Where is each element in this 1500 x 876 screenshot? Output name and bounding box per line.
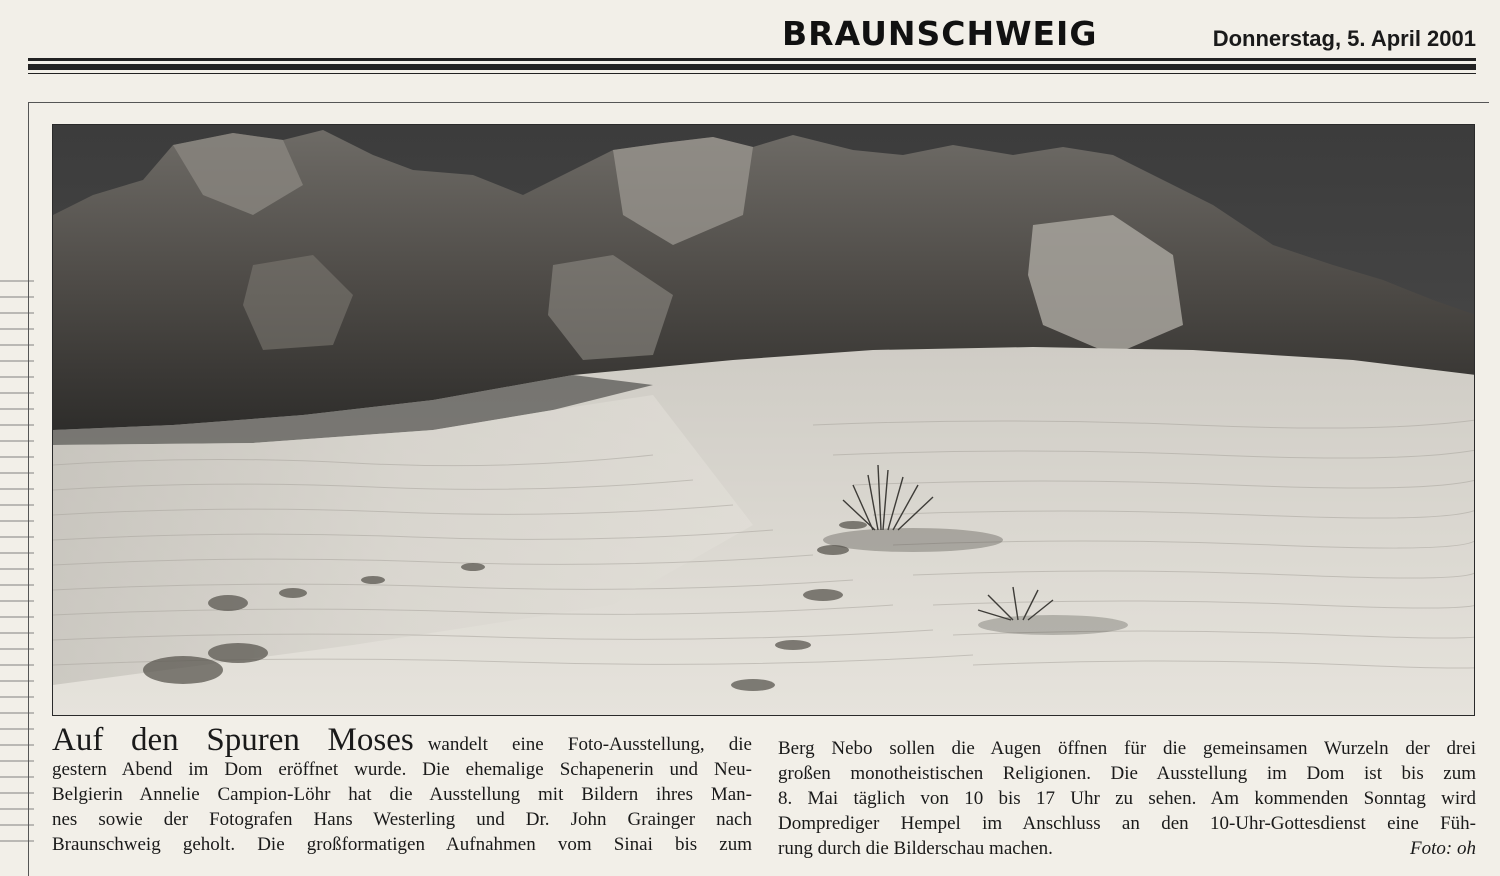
caption-line: gestern Abend im Dom eröffnet wurde. Die ehemalige Schapenerin und Neu- xyxy=(52,759,752,780)
caption-first-line xyxy=(52,722,752,758)
masthead-rule-bottom xyxy=(28,73,1476,74)
masthead-rule-thick xyxy=(28,64,1476,70)
caption-right-column xyxy=(778,736,1476,861)
adjacent-column-fragment xyxy=(0,280,34,860)
photo-credit: Foto: oh xyxy=(1410,838,1476,859)
caption-last-line xyxy=(778,836,1476,861)
caption-line: Berg Nebo sollen die Augen öffnen für die gemeinsamen Wurzeln der drei xyxy=(778,738,1476,759)
caption-line: Belgierin Annelie Campion-Löhr hat die Ausstellung mit Bildern ihres Man- xyxy=(52,784,752,805)
caption-line: nes sowie der Fotografen Hans Westerling und Dr. John Grainger nach xyxy=(52,809,752,830)
masthead-rule-top xyxy=(28,58,1476,61)
caption-left-column xyxy=(52,722,752,857)
masthead-date: Donnerstag, 5. April 2001 xyxy=(1212,26,1476,51)
masthead-section-title: BRAUNSCHWEIG xyxy=(782,14,1098,53)
caption-line: 8. Mai täglich von 10 bis 17 Uhr zu sehen. Am kommenden Sonntag wird xyxy=(778,788,1476,809)
caption-line: Braunschweig geholt. Die großformatigen Aufnahmen vom Sinai bis zum xyxy=(52,834,752,855)
caption-line: großen monotheistischen Religionen. Die Ausstellung im Dom ist bis zum xyxy=(778,763,1476,784)
article-headline: Auf den Spuren Moses xyxy=(52,722,414,758)
caption-line: rung durch die Bilderschau machen. xyxy=(778,838,1053,859)
desert-photo xyxy=(52,124,1475,716)
caption-line: Domprediger Hempel im Anschluss an den 10-Uhr-Gottesdienst eine Füh- xyxy=(778,813,1476,834)
caption-line: wandelt eine Foto-Ausstellung, die xyxy=(427,734,752,755)
